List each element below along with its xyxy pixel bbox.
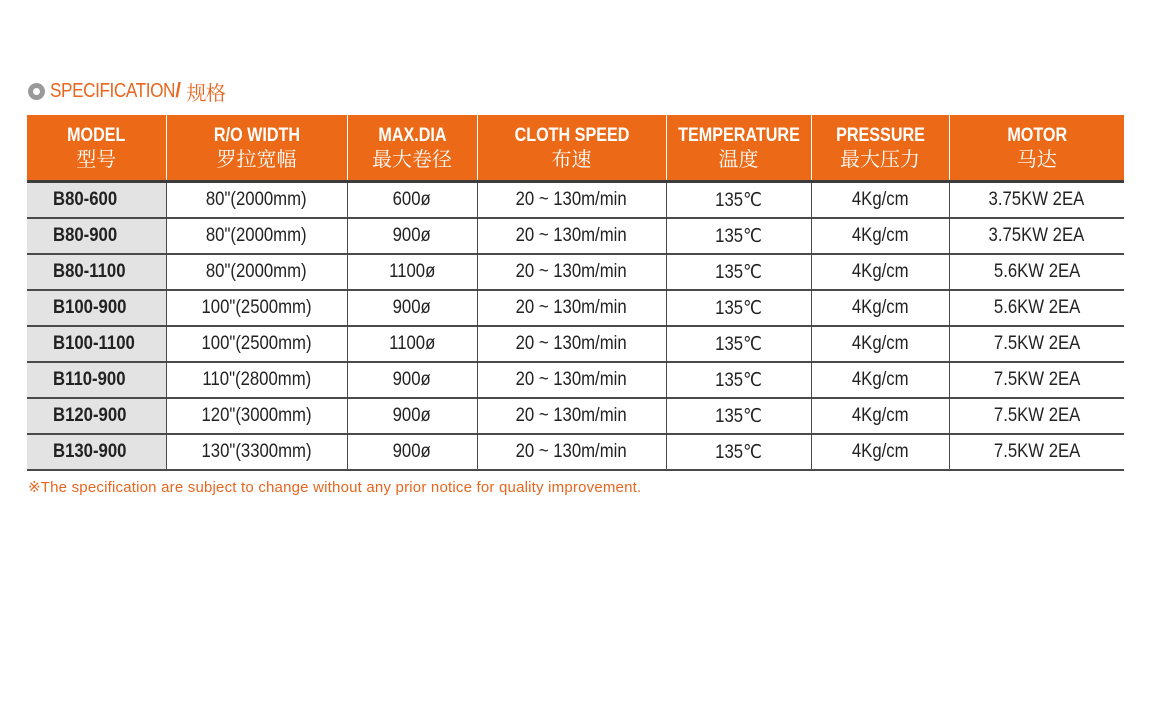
header-pressure: PRESSURE 最大压力: [811, 115, 949, 182]
cell-model: B130-900: [27, 434, 166, 470]
cell-cloth-speed: 20 ~ 130m/min: [477, 398, 666, 434]
section-title-cn: 规格: [186, 82, 226, 105]
cell-motor: 7.5KW 2EA: [949, 434, 1124, 470]
cell-cloth-speed: 20 ~ 130m/min: [477, 290, 666, 326]
cell-max-dia: 900ø: [347, 218, 477, 254]
cell-motor: 3.75KW 2EA: [949, 182, 1124, 219]
cell-cloth-speed: 20 ~ 130m/min: [477, 434, 666, 470]
cell-cloth-speed: 20 ~ 130m/min: [477, 182, 666, 219]
cell-pressure: 4Kg/cm: [811, 434, 949, 470]
table-row: [27, 254, 1124, 290]
header-temperature: TEMPERATURE 温度: [666, 115, 811, 182]
cell-temperature: 135℃: [666, 434, 811, 470]
cell-model: B80-900: [27, 218, 166, 254]
section-title: [28, 78, 225, 104]
cell-model: B120-900: [27, 398, 166, 434]
cell-pressure: 4Kg/cm: [811, 182, 949, 219]
cell-pressure: 4Kg/cm: [811, 254, 949, 290]
cell-ro-width: 80"(2000mm): [166, 218, 347, 254]
cell-motor: 5.6KW 2EA: [949, 290, 1124, 326]
cell-ro-width: 100"(2500mm): [166, 290, 347, 326]
table-row: [27, 218, 1124, 254]
cell-model: B110-900: [27, 362, 166, 398]
cell-max-dia: 900ø: [347, 398, 477, 434]
cell-pressure: 4Kg/cm: [811, 398, 949, 434]
cell-ro-width: 110"(2800mm): [166, 362, 347, 398]
header-motor: MOTOR 马达: [949, 115, 1124, 182]
cell-motor: 5.6KW 2EA: [949, 254, 1124, 290]
cell-temperature: 135℃: [666, 182, 811, 219]
cell-pressure: 4Kg/cm: [811, 362, 949, 398]
cell-model: B100-1100: [27, 326, 166, 362]
cell-motor: 7.5KW 2EA: [949, 362, 1124, 398]
section-title-en: SPECIFICATION: [50, 79, 176, 102]
cell-cloth-speed: 20 ~ 130m/min: [477, 326, 666, 362]
cell-motor: 3.75KW 2EA: [949, 218, 1124, 254]
header-model: MODEL 型号: [27, 115, 166, 182]
table-row: [27, 362, 1124, 398]
cell-max-dia: 1100ø: [347, 326, 477, 362]
cell-cloth-speed: 20 ~ 130m/min: [477, 254, 666, 290]
cell-model: B100-900: [27, 290, 166, 326]
cell-motor: 7.5KW 2EA: [949, 398, 1124, 434]
cell-ro-width: 80"(2000mm): [166, 182, 347, 219]
cell-cloth-speed: 20 ~ 130m/min: [477, 362, 666, 398]
header-cloth-speed: CLOTH SPEED 布速: [477, 115, 666, 182]
cell-ro-width: 130"(3300mm): [166, 434, 347, 470]
cell-max-dia: 900ø: [347, 434, 477, 470]
cell-ro-width: 120"(3000mm): [166, 398, 347, 434]
section-title-separator: /: [175, 79, 181, 102]
cell-pressure: 4Kg/cm: [811, 290, 949, 326]
cell-max-dia: 600ø: [347, 182, 477, 219]
cell-model: B80-600: [27, 182, 166, 219]
cell-temperature: 135℃: [666, 398, 811, 434]
header-max-dia: MAX.DIA 最大卷径: [347, 115, 477, 182]
table-header-row: [27, 115, 1124, 182]
table-row: [27, 326, 1124, 362]
cell-motor: 7.5KW 2EA: [949, 326, 1124, 362]
cell-temperature: 135℃: [666, 218, 811, 254]
cell-model: B80-1100: [27, 254, 166, 290]
cell-max-dia: 1100ø: [347, 254, 477, 290]
specification-table: [27, 115, 1124, 471]
cell-ro-width: 100"(2500mm): [166, 326, 347, 362]
cell-temperature: 135℃: [666, 254, 811, 290]
cell-cloth-speed: 20 ~ 130m/min: [477, 218, 666, 254]
cell-temperature: 135℃: [666, 362, 811, 398]
table-row: [27, 182, 1124, 219]
cell-temperature: 135℃: [666, 290, 811, 326]
cell-max-dia: 900ø: [347, 362, 477, 398]
table-row: [27, 434, 1124, 470]
disclaimer-note: ※The specification are subject to change without any prior notice for quality improvement.: [28, 479, 642, 496]
cell-max-dia: 900ø: [347, 290, 477, 326]
header-ro-width: R/O WIDTH 罗拉宽幅: [166, 115, 347, 182]
cell-ro-width: 80"(2000mm): [166, 254, 347, 290]
table-row: [27, 290, 1124, 326]
circle-bullet-icon: [28, 83, 45, 100]
table-row: [27, 398, 1124, 434]
cell-temperature: 135℃: [666, 326, 811, 362]
cell-pressure: 4Kg/cm: [811, 218, 949, 254]
cell-pressure: 4Kg/cm: [811, 326, 949, 362]
